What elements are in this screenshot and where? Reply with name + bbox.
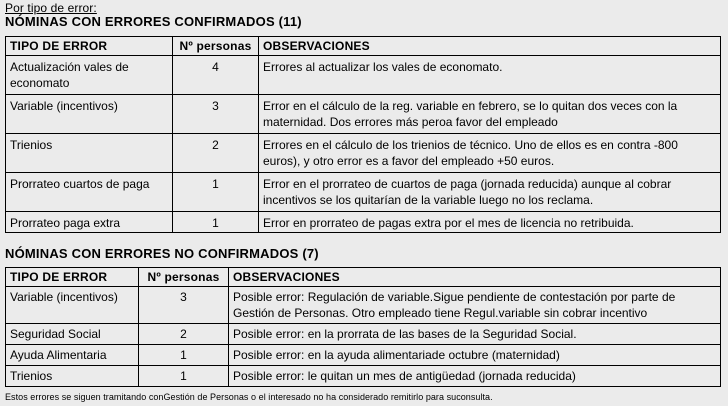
observations-cell: Posible error: le quitan un mes de antigüedad (jornada reducida) xyxy=(229,366,721,387)
error-type-cell: Variable (incentivos) xyxy=(6,287,139,324)
person-count-cell: 1 xyxy=(173,173,259,212)
header-observations: OBSERVACIONES xyxy=(259,37,721,56)
header-person-count: Nº personas xyxy=(173,37,259,56)
confirmed-errors-table xyxy=(5,36,721,233)
error-type-cell: Actualización vales de economato xyxy=(6,56,173,95)
person-count-cell: 1 xyxy=(173,212,259,233)
table-row xyxy=(6,95,721,134)
confirmed-section-title: NÓMINAS CON ERRORES CONFIRMADOS (11) xyxy=(5,14,302,29)
error-type-cell: Trienios xyxy=(6,134,173,173)
person-count-cell: 2 xyxy=(139,324,229,345)
person-count-cell: 2 xyxy=(173,134,259,173)
error-type-cell: Ayuda Alimentaria xyxy=(6,345,139,366)
observations-cell: Errores al actualizar los vales de economato. xyxy=(259,56,721,95)
table-row xyxy=(6,345,721,366)
observations-cell: Posible error: en la prorrata de las bases de la Seguridad Social. xyxy=(229,324,721,345)
person-count-cell: 3 xyxy=(173,95,259,134)
error-type-cell: Prorrateo cuartos de paga xyxy=(6,173,173,212)
error-type-cell: Seguridad Social xyxy=(6,324,139,345)
error-type-cell: Prorrateo paga extra xyxy=(6,212,173,233)
table-header-row xyxy=(6,37,721,56)
observations-cell: Errores en el cálculo de los trienios de técnico. Uno de ellos es en contra -800 euros), y otro error es a favor del empleado +50 euros. xyxy=(259,134,721,173)
observations-cell: Posible error: en la ayuda alimentariade octubre (maternidad) xyxy=(229,345,721,366)
table-row xyxy=(6,134,721,173)
header-observations: OBSERVACIONES xyxy=(229,268,721,287)
header-error-type: TIPO DE ERROR xyxy=(6,268,139,287)
person-count-cell: 1 xyxy=(139,366,229,387)
footnote: Estos errores se siguen tramitando conGestión de Personas o el interesado no ha considerado remitirlo para suconsulta. xyxy=(5,392,493,402)
table-row xyxy=(6,324,721,345)
error-type-cell: Trienios xyxy=(6,366,139,387)
observations-cell: Posible error: Regulación de variable.Sigue pendiente de contestación por parte de Gestión de Personas. Otro empleado tiene Regul.variable sin cobrar incentivo xyxy=(229,287,721,324)
observations-cell: Error en prorrateo de pagas extra por el mes de licencia no retribuida. xyxy=(259,212,721,233)
table-row xyxy=(6,366,721,387)
observations-cell: Error en el cálculo de la reg. variable en febrero, se lo quitan dos veces con la maternidad. Dos errores más peroa favor del empleado xyxy=(259,95,721,134)
table-row xyxy=(6,56,721,95)
person-count-cell: 3 xyxy=(139,287,229,324)
error-type-cell: Variable (incentivos) xyxy=(6,95,173,134)
table-row xyxy=(6,287,721,324)
person-count-cell: 1 xyxy=(139,345,229,366)
table-row xyxy=(6,212,721,233)
header-error-type: TIPO DE ERROR xyxy=(6,37,173,56)
unconfirmed-errors-table xyxy=(5,267,721,387)
person-count-cell: 4 xyxy=(173,56,259,95)
table-header-row xyxy=(6,268,721,287)
header-person-count: Nº personas xyxy=(139,268,229,287)
observations-cell: Error en el prorrateo de cuartos de paga (jornada reducida) aunque al cobrar incentivos se los quitarían de la variable luego no los reclama. xyxy=(259,173,721,212)
unconfirmed-section-title: NÓMINAS CON ERRORES NO CONFIRMADOS (7) xyxy=(5,246,319,261)
intro-label: Por tipo de error: xyxy=(5,1,97,15)
table-row xyxy=(6,173,721,212)
